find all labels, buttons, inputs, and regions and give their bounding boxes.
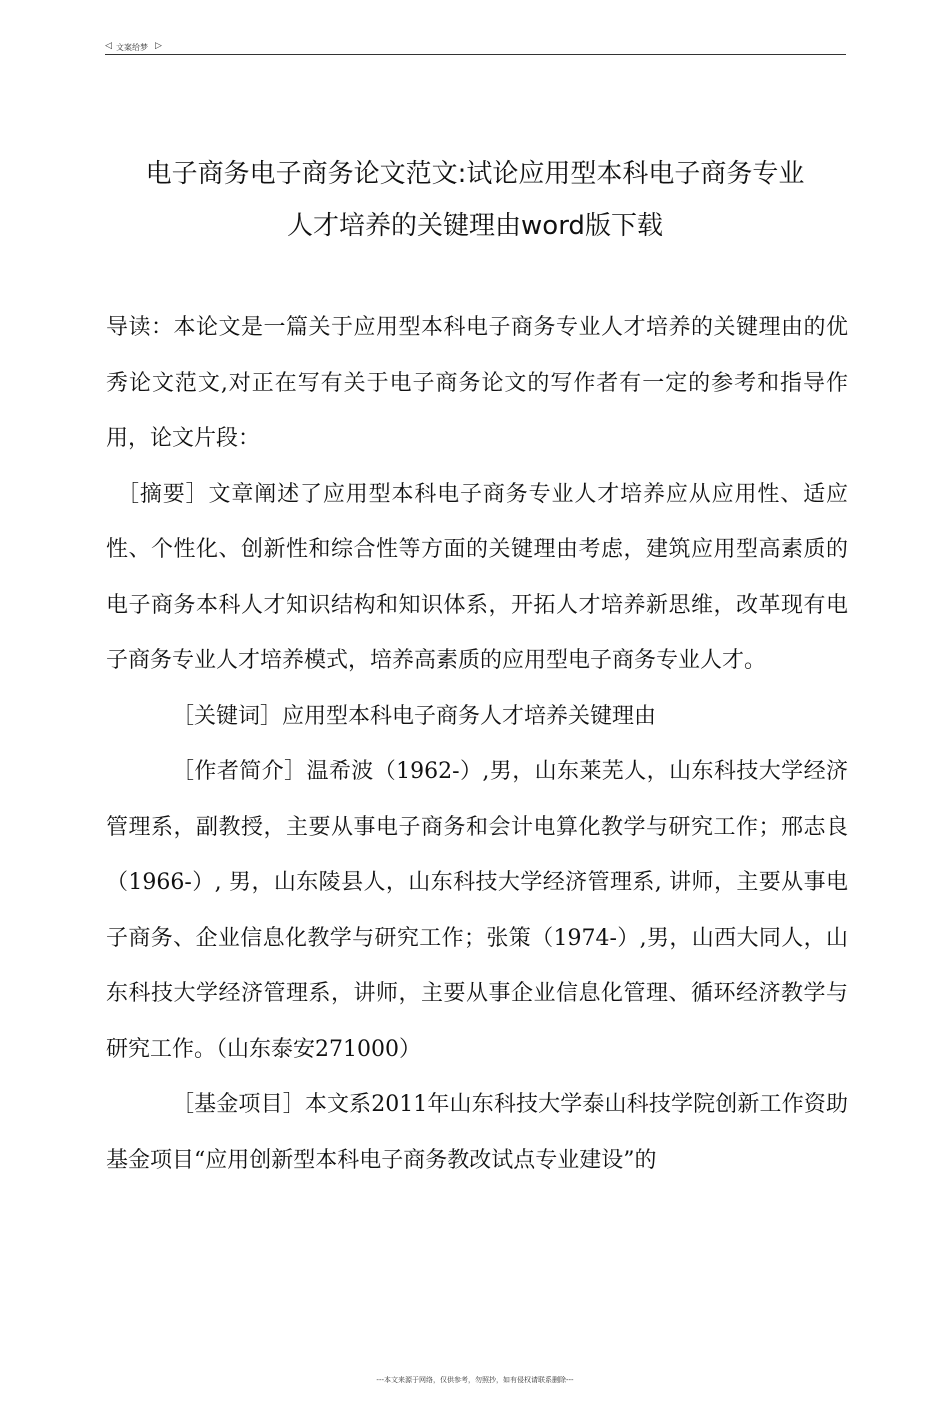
intro-paragraph: 导读：本论文是一篇关于应用型本科电子商务专业人才培养的关键理由的优秀论文范文,对正在写有关于电子商务论文的写作者有一定的参考和指导作用，论文片段： [106, 315, 848, 451]
page-header [105, 40, 846, 55]
page-footer: ---本文来源于网络，仅供参考，勿照抄，如有侵权请联系删除--- [376, 1376, 574, 1384]
document-body [106, 300, 848, 1188]
title-line-1: 电子商务电子商务论文范文:试论应用型本科电子商务专业 [145, 159, 805, 189]
left-triangle-icon: ◁ [105, 41, 112, 51]
right-triangle-icon: ▷ [155, 41, 162, 51]
document-title [95, 148, 855, 252]
abstract-paragraph: ［摘要］文章阐述了应用型本科电子商务专业人才培养应从应用性、适应性、个性化、创新性和综合性等方面的关键理由考虑，建筑应用型高素质的电子商务本科人才知识结构和知识体系，开拓人才培养新思维，改革现有电子商务专业人才培养模式，培养高素质的应用型电子商务专业人才。 [106, 481, 848, 673]
title-line-2: 人才培养的关键理由word版下载 [287, 211, 663, 241]
fund-paragraph: ［基金项目］本文系2011年山东科技大学泰山科技学院创新工作资助基金项目“应用创新型本科电子商务教改试点专业建设”的 [106, 1092, 848, 1173]
header-brand: 文案给梦 [116, 43, 148, 52]
keywords-paragraph: ［关键词］应用型本科电子商务人才培养关键理由 [172, 703, 657, 729]
authors-paragraph: ［作者简介］温希波（1962-）,男，山东莱芜人，山东科技大学经济管理系，副教授，主要从事电子商务和会计电算化教学与研究工作；邢志良（1966-）, 男，山东陵县人，山东科技大学经济管理系, 讲师，主要从事电子商务、企业信息化教学与研究工作；张策（1974-）,男，山西大同人，山东科技大学经济管理系，讲师，主要从事企业信息化管理、循环经济教学与研究工作。（山东泰安271000） [106, 759, 848, 1062]
